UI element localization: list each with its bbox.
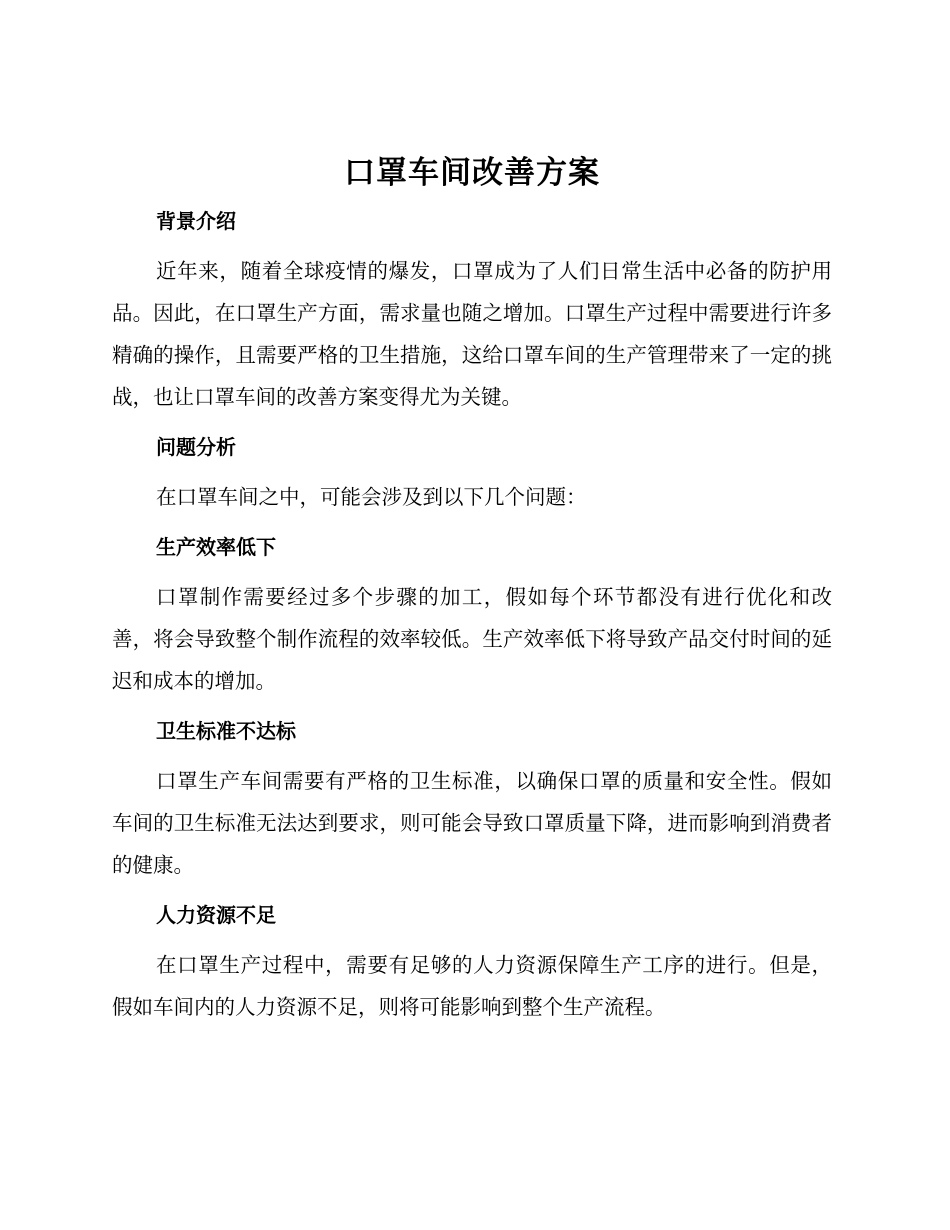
document-body bbox=[112, 150, 832, 1028]
section-heading-hygiene: 卫生标准不达标 bbox=[156, 719, 296, 743]
section-paragraph-problem-analysis: 在口罩车间之中，可能会涉及到以下几个问题： bbox=[156, 485, 587, 509]
document-title: 口罩车间改善方案 bbox=[344, 155, 600, 191]
section-heading-human-resources: 人力资源不足 bbox=[156, 903, 276, 927]
section-paragraph-background: 近年来，随着全球疫情的爆发，口罩成为了人们日常生活中必备的防护用品。因此，在口罩生产方面，需求量也随之增加。口罩生产过程中需要进行许多精确的操作，且需要严格的卫生措施，这给口罩车间的生产管理带来了一定的挑战，也让口罩车间的改善方案变得尤为关键。 bbox=[112, 259, 832, 409]
section-heading-low-efficiency: 生产效率低下 bbox=[156, 535, 276, 559]
section-paragraph-low-efficiency: 口罩制作需要经过多个步骤的加工，假如每个环节都没有进行优化和改善，将会导致整个制作流程的效率较低。生产效率低下将导致产品交付时间的延迟和成本的增加。 bbox=[112, 585, 832, 693]
section-paragraph-human-resources: 在口罩生产过程中，需要有足够的人力资源保障生产工序的进行。但是，假如车间内的人力资源不足，则将可能影响到整个生产流程。 bbox=[112, 953, 832, 1019]
section-heading-problem-analysis: 问题分析 bbox=[156, 435, 236, 459]
section-heading-background: 背景介绍 bbox=[156, 209, 236, 233]
section-paragraph-hygiene: 口罩生产车间需要有严格的卫生标准，以确保口罩的质量和安全性。假如车间的卫生标准无法达到要求，则可能会导致口罩质量下降，进而影响到消费者的健康。 bbox=[112, 769, 832, 877]
